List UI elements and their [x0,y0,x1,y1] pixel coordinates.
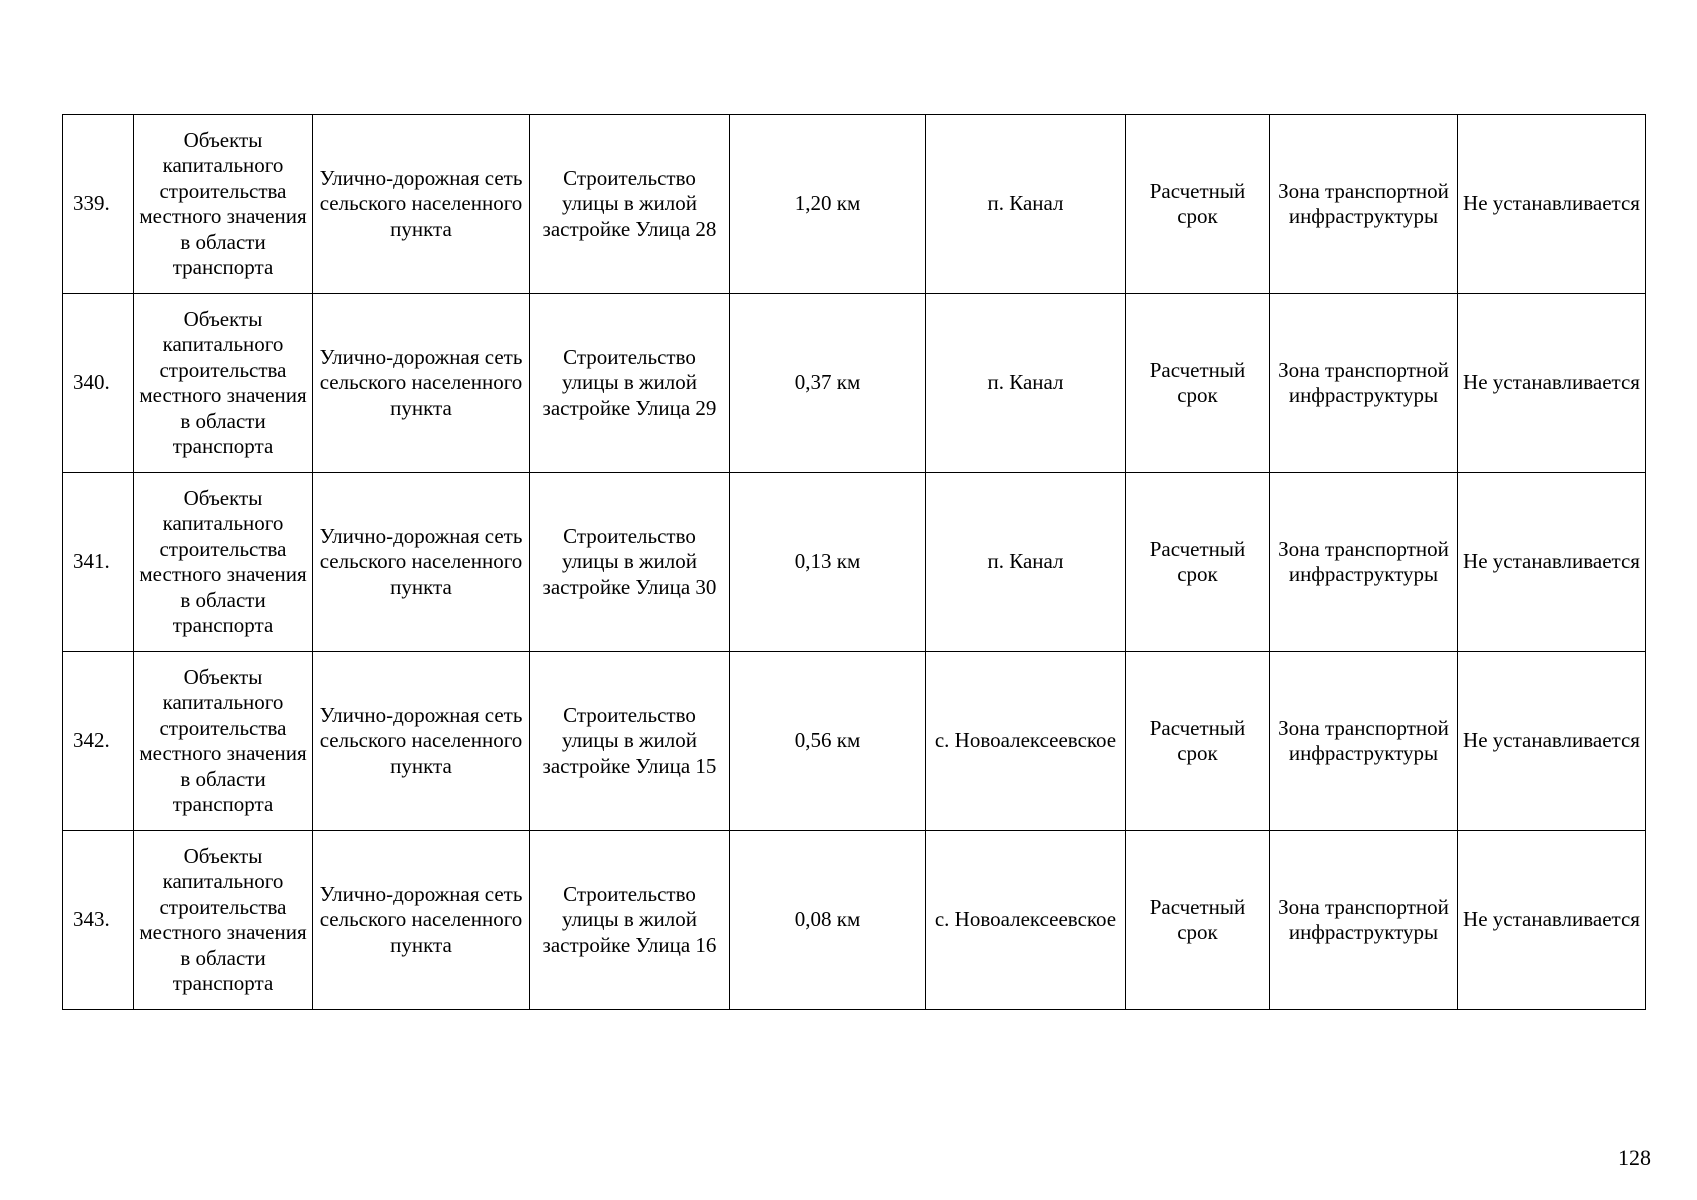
restriction-zone: Не устанавливается [1458,652,1646,831]
object-type: Улично-дорожная сеть сельского населенного пункта [313,831,530,1010]
restriction-zone: Не устанавливается [1458,294,1646,473]
row-number: 340. [63,294,134,473]
object-length: 0,56 км [730,652,926,831]
restriction-zone: Не устанавливается [1458,115,1646,294]
object-length: 0,08 км [730,831,926,1010]
object-length: 0,13 км [730,473,926,652]
object-category: Объекты капитального строительства местного значения в области транспорта [134,115,313,294]
object-category: Объекты капитального строительства местного значения в области транспорта [134,652,313,831]
table-row [63,115,1646,294]
object-location: п. Канал [926,473,1126,652]
object-category: Объекты капитального строительства местного значения в области транспорта [134,294,313,473]
table-row [63,652,1646,831]
functional-zone: Зона транспортной инфраструктуры [1270,831,1458,1010]
object-location: п. Канал [926,115,1126,294]
implementation-term: Расчетный срок [1126,652,1270,831]
restriction-zone: Не устанавливается [1458,473,1646,652]
row-number: 339. [63,115,134,294]
object-description: Строительство улицы в жилой застройке Улица 28 [530,115,730,294]
object-description: Строительство улицы в жилой застройке Улица 29 [530,294,730,473]
row-number: 342. [63,652,134,831]
object-type: Улично-дорожная сеть сельского населенного пункта [313,294,530,473]
functional-zone: Зона транспортной инфраструктуры [1270,652,1458,831]
object-description: Строительство улицы в жилой застройке Улица 15 [530,652,730,831]
row-number: 343. [63,831,134,1010]
functional-zone: Зона транспортной инфраструктуры [1270,294,1458,473]
row-number: 341. [63,473,134,652]
objects-table [62,114,1646,1010]
object-description: Строительство улицы в жилой застройке Улица 16 [530,831,730,1010]
implementation-term: Расчетный срок [1126,831,1270,1010]
object-location: п. Канал [926,294,1126,473]
functional-zone: Зона транспортной инфраструктуры [1270,115,1458,294]
object-length: 1,20 км [730,115,926,294]
object-location: с. Новоалексеевское [926,831,1126,1010]
object-category: Объекты капитального строительства местного значения в области транспорта [134,473,313,652]
object-category: Объекты капитального строительства местного значения в области транспорта [134,831,313,1010]
page-number: 128 [1618,1145,1651,1170]
table-row [63,831,1646,1010]
object-type: Улично-дорожная сеть сельского населенного пункта [313,652,530,831]
table-row [63,473,1646,652]
object-type: Улично-дорожная сеть сельского населенного пункта [313,115,530,294]
object-description: Строительство улицы в жилой застройке Улица 30 [530,473,730,652]
implementation-term: Расчетный срок [1126,294,1270,473]
functional-zone: Зона транспортной инфраструктуры [1270,473,1458,652]
object-length: 0,37 км [730,294,926,473]
object-type: Улично-дорожная сеть сельского населенного пункта [313,473,530,652]
restriction-zone: Не устанавливается [1458,831,1646,1010]
table-row [63,294,1646,473]
object-location: с. Новоалексеевское [926,652,1126,831]
implementation-term: Расчетный срок [1126,115,1270,294]
implementation-term: Расчетный срок [1126,473,1270,652]
